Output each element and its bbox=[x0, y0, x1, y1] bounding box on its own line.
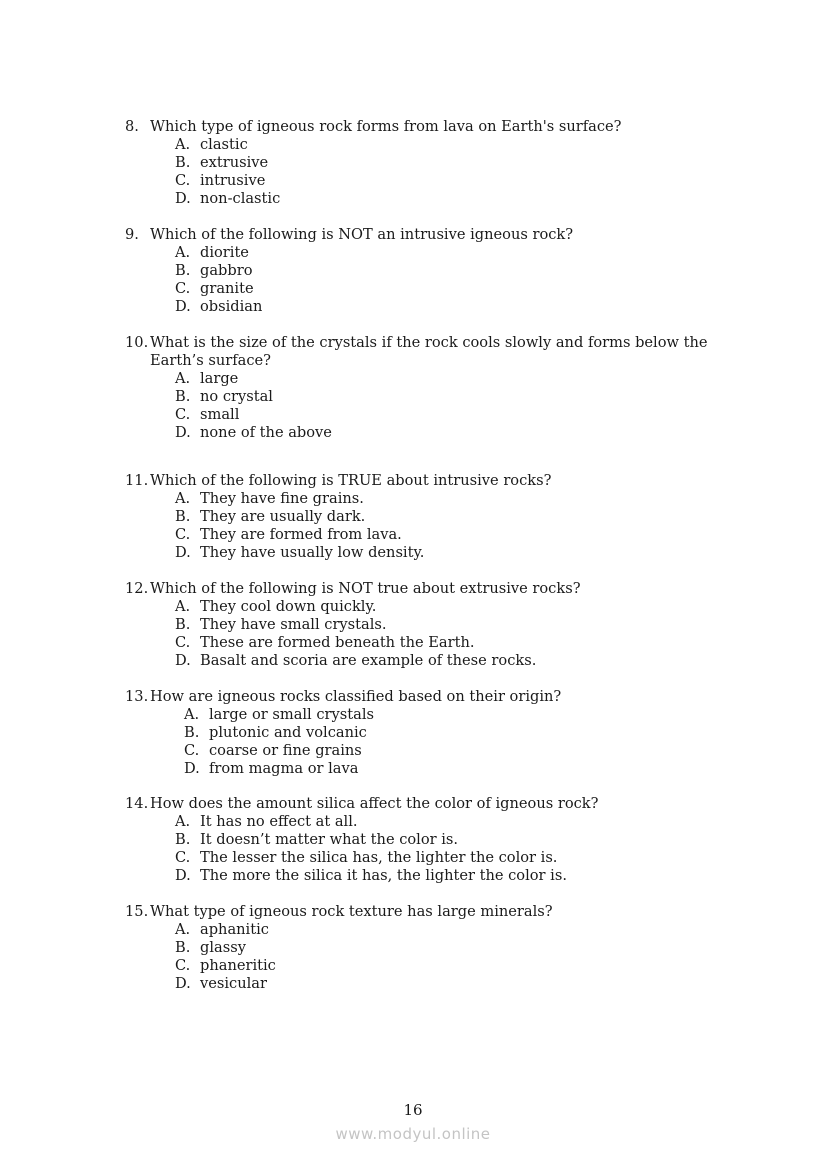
option-c: C. intrusive bbox=[175, 172, 266, 189]
option-a: A. diorite bbox=[175, 244, 249, 261]
option-d: D. They have usually low density. bbox=[175, 544, 425, 561]
question-10 bbox=[125, 334, 725, 442]
option-c: C. granite bbox=[175, 280, 254, 297]
option-d: D. non-clastic bbox=[175, 190, 281, 207]
option-text: It has no effect at all. bbox=[200, 813, 358, 830]
option-text: none of the above bbox=[200, 424, 332, 441]
question-number: 13. bbox=[125, 688, 149, 705]
question-number: 15. bbox=[125, 903, 149, 920]
question-text: What is the size of the crystals if the rock cools slowly and forms below the Earth’s surface? bbox=[150, 334, 708, 369]
option-text: obsidian bbox=[200, 298, 263, 315]
option-text: vesicular bbox=[200, 975, 267, 992]
option-b: B. gabbro bbox=[175, 262, 253, 279]
option-text: intrusive bbox=[200, 172, 266, 189]
option-text: non-clastic bbox=[200, 190, 281, 207]
options-list bbox=[184, 706, 725, 778]
option-a: A. They have fine grains. bbox=[175, 490, 364, 507]
question-number: 11. bbox=[125, 472, 149, 489]
question-13 bbox=[125, 688, 725, 778]
option-text: coarse or fine grains bbox=[209, 742, 362, 759]
option-text: large or small crystals bbox=[209, 706, 374, 723]
option-b: B. glassy bbox=[175, 939, 246, 956]
option-text: They have usually low density. bbox=[200, 544, 425, 561]
option-text: from magma or lava bbox=[209, 760, 359, 777]
options-list bbox=[175, 370, 725, 442]
option-text: They have fine grains. bbox=[200, 490, 364, 507]
option-d: D. vesicular bbox=[175, 975, 267, 992]
option-a: A. clastic bbox=[175, 136, 248, 153]
question-text: Which of the following is NOT an intrusive igneous rock? bbox=[150, 226, 574, 243]
option-d: D. none of the above bbox=[175, 424, 332, 441]
option-text: diorite bbox=[200, 244, 249, 261]
options-list bbox=[175, 813, 725, 885]
option-a: A. They cool down quickly. bbox=[175, 598, 377, 615]
option-c: C. small bbox=[175, 406, 240, 423]
question-14 bbox=[125, 795, 725, 885]
option-text: The lesser the silica has, the lighter the color is. bbox=[200, 849, 558, 866]
option-a: A. It has no effect at all. bbox=[175, 813, 358, 830]
option-b: B. no crystal bbox=[175, 388, 273, 405]
option-b: B. extrusive bbox=[175, 154, 269, 171]
option-text: extrusive bbox=[200, 154, 269, 171]
option-text: clastic bbox=[200, 136, 248, 153]
option-d: D. Basalt and scoria are example of these rocks. bbox=[175, 652, 537, 669]
option-c: C. coarse or fine grains bbox=[184, 742, 362, 759]
question-11 bbox=[125, 472, 725, 562]
option-text: gabbro bbox=[200, 262, 253, 279]
question-15 bbox=[125, 903, 725, 993]
option-text: no crystal bbox=[200, 388, 273, 405]
question-number: 10. bbox=[125, 334, 149, 351]
question-9 bbox=[125, 226, 725, 316]
question-8 bbox=[125, 118, 725, 208]
option-text: They cool down quickly. bbox=[200, 598, 377, 615]
question-number: 14. bbox=[125, 795, 149, 812]
options-list bbox=[175, 244, 725, 316]
option-b: B. It doesn’t matter what the color is. bbox=[175, 831, 459, 848]
question-number: 8. bbox=[125, 118, 139, 135]
option-text: They are usually dark. bbox=[200, 508, 366, 525]
watermark: www.modyul.online bbox=[335, 1125, 491, 1143]
option-c: C. They are formed from lava. bbox=[175, 526, 402, 543]
option-text: large bbox=[200, 370, 239, 387]
option-a: A. aphanitic bbox=[175, 921, 269, 938]
option-c: C. These are formed beneath the Earth. bbox=[175, 634, 475, 651]
option-d: D. obsidian bbox=[175, 298, 263, 315]
option-d: D. from magma or lava bbox=[184, 760, 359, 777]
option-text: Basalt and scoria are example of these rocks. bbox=[200, 652, 537, 669]
question-text: How are igneous rocks classified based on their origin? bbox=[150, 688, 562, 705]
options-list bbox=[175, 598, 725, 670]
option-text: phaneritic bbox=[200, 957, 276, 974]
question-12 bbox=[125, 580, 725, 670]
question-text: Which of the following is TRUE about intrusive rocks? bbox=[150, 472, 552, 489]
option-d: D. The more the silica it has, the lighter the color is. bbox=[175, 867, 567, 884]
question-text: Which of the following is NOT true about extrusive rocks? bbox=[150, 580, 581, 597]
option-text: glassy bbox=[200, 939, 246, 956]
options-list bbox=[175, 136, 725, 208]
option-c: C. phaneritic bbox=[175, 957, 276, 974]
option-a: A. large or small crystals bbox=[184, 706, 374, 723]
question-text: What type of igneous rock texture has large minerals? bbox=[150, 903, 553, 920]
question-number: 9. bbox=[125, 226, 139, 243]
option-b: B. plutonic and volcanic bbox=[184, 724, 367, 741]
option-text: plutonic and volcanic bbox=[209, 724, 367, 741]
option-a: A. large bbox=[175, 370, 239, 387]
option-text: These are formed beneath the Earth. bbox=[200, 634, 475, 651]
option-text: aphanitic bbox=[200, 921, 269, 938]
question-number: 12. bbox=[125, 580, 149, 597]
option-text: They have small crystals. bbox=[200, 616, 387, 633]
option-b: B. They are usually dark. bbox=[175, 508, 366, 525]
option-b: B. They have small crystals. bbox=[175, 616, 387, 633]
option-text: small bbox=[200, 406, 240, 423]
option-text: The more the silica it has, the lighter the color is. bbox=[200, 867, 567, 884]
option-text: It doesn’t matter what the color is. bbox=[200, 831, 459, 848]
option-text: granite bbox=[200, 280, 254, 297]
option-text: They are formed from lava. bbox=[200, 526, 402, 543]
options-list bbox=[175, 921, 725, 993]
option-c: C. The lesser the silica has, the lighter the color is. bbox=[175, 849, 558, 866]
options-list bbox=[175, 490, 725, 562]
page-number: 16 bbox=[403, 1101, 423, 1119]
question-text: How does the amount silica affect the color of igneous rock? bbox=[150, 795, 599, 812]
question-text: Which type of igneous rock forms from lava on Earth's surface? bbox=[150, 118, 622, 135]
